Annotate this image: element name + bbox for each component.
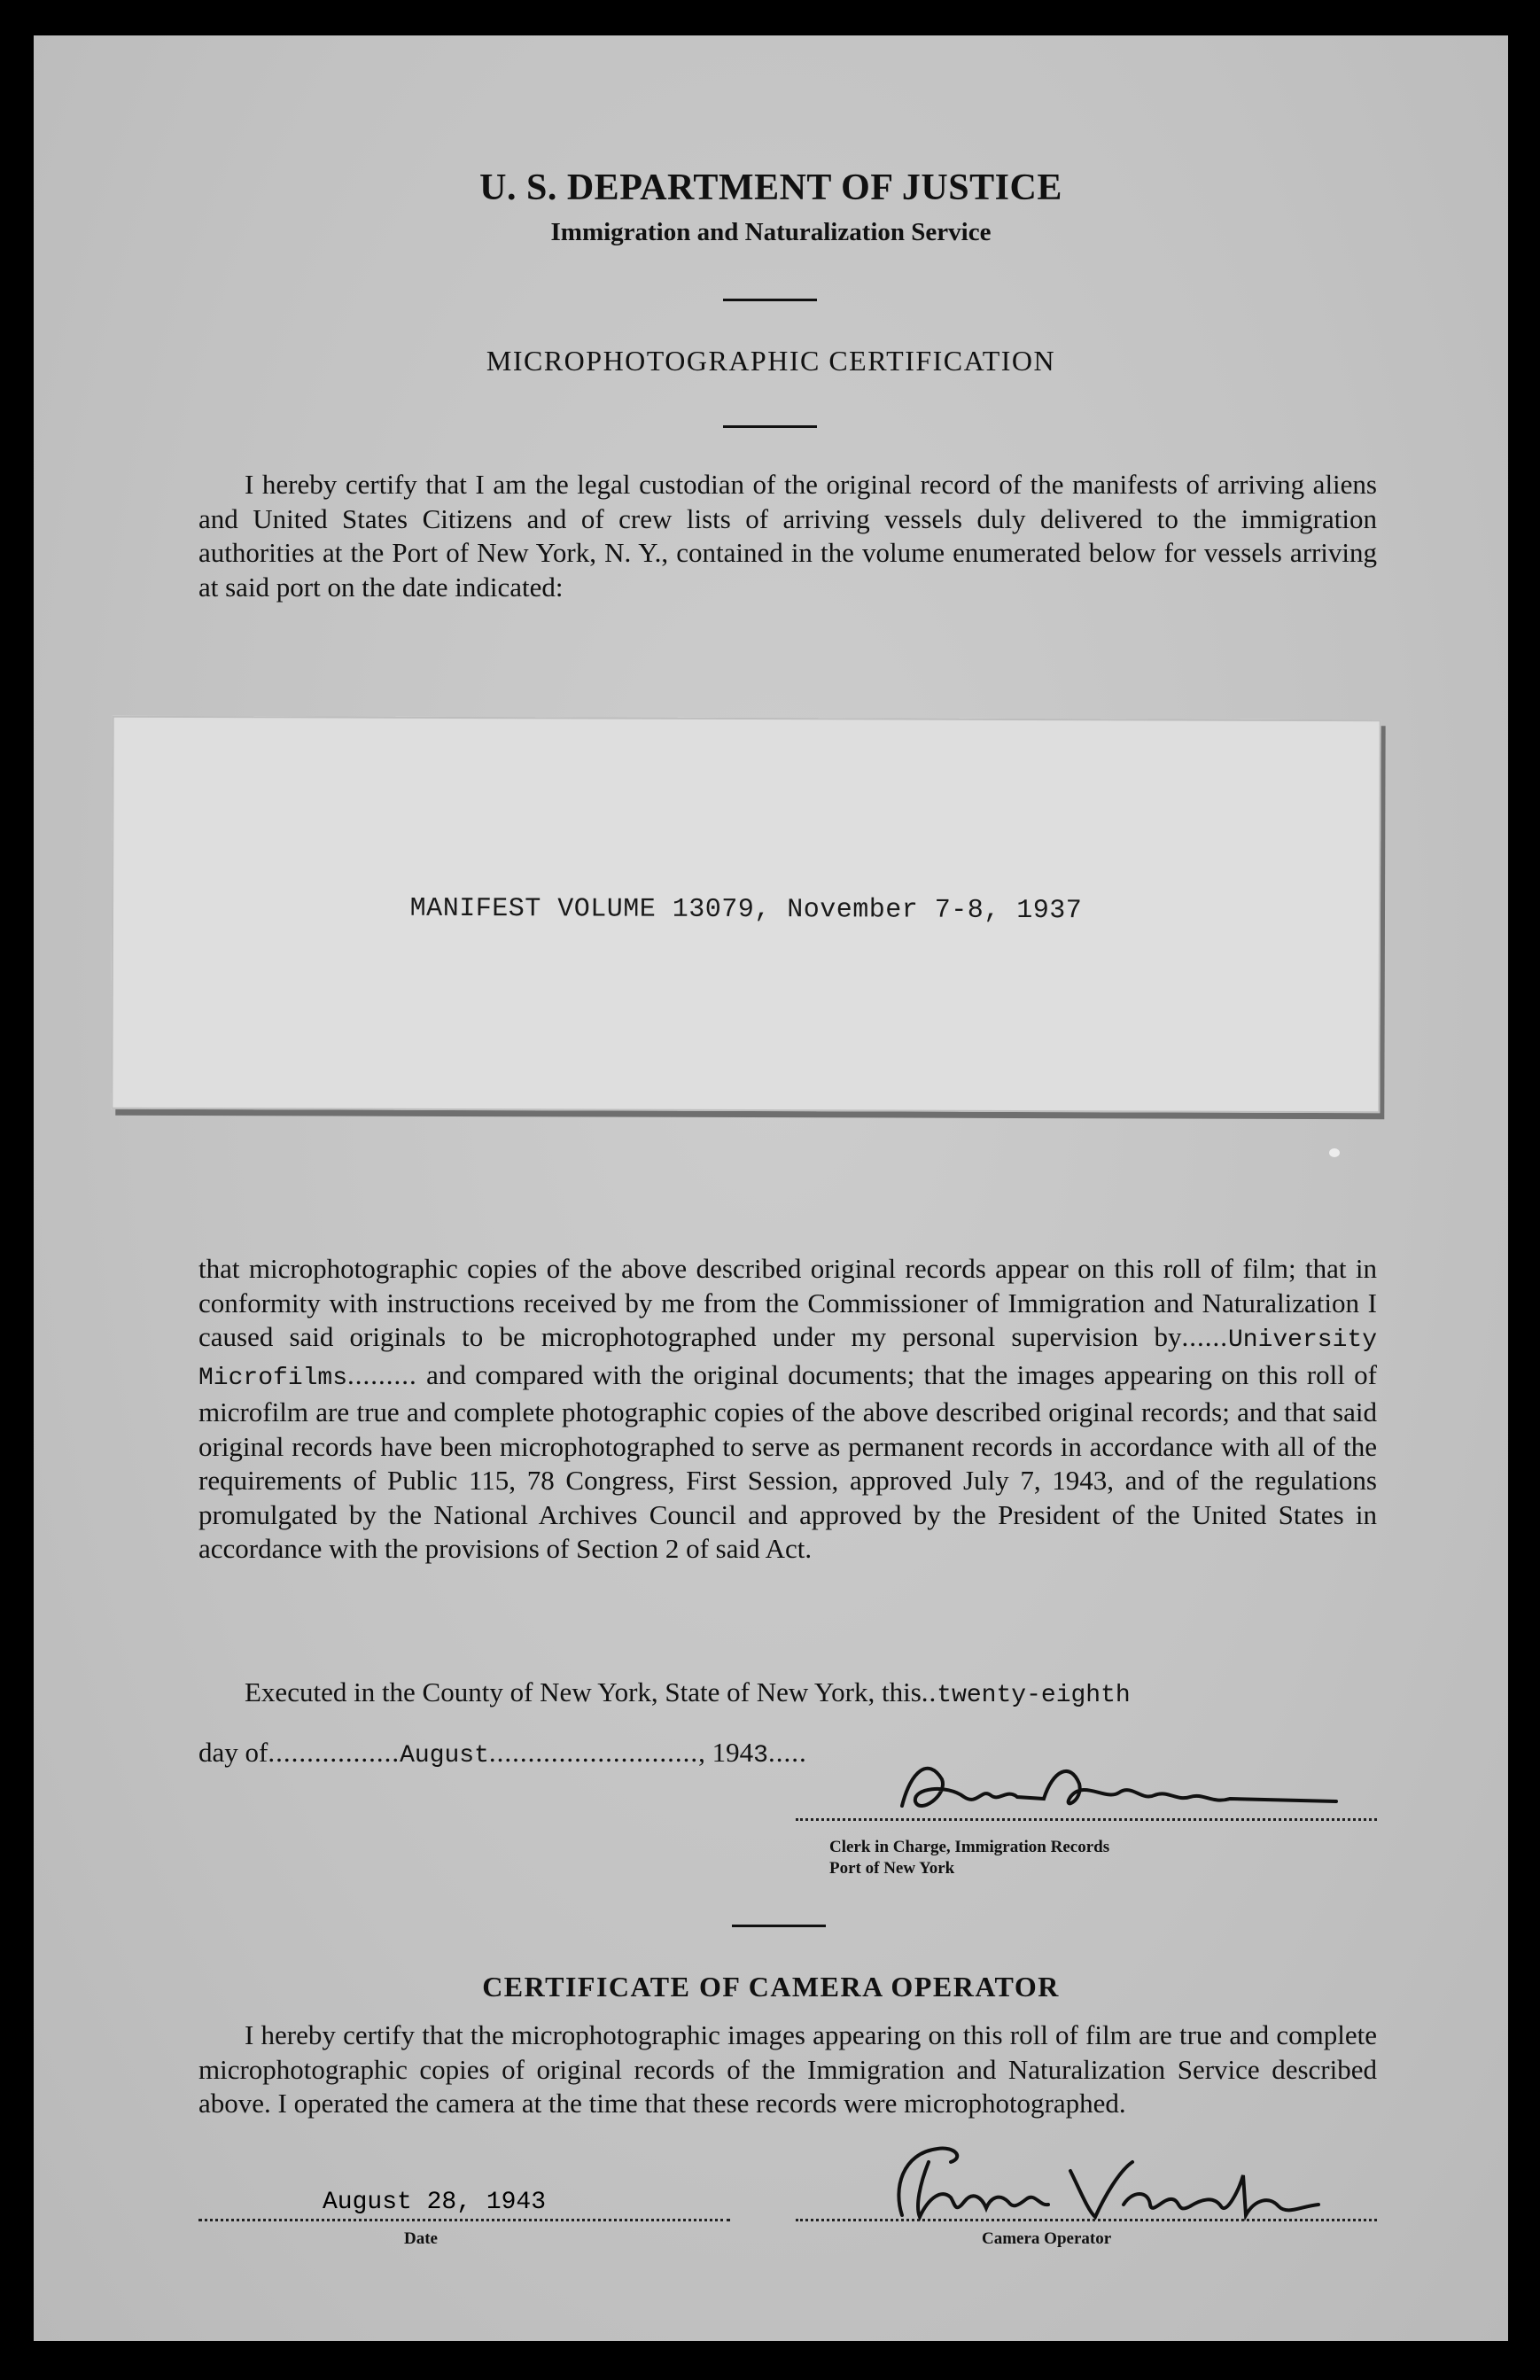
paper-speck (1329, 1148, 1340, 1157)
date-value: August 28, 1943 (323, 2189, 547, 2216)
day-of-label: day of (198, 1737, 268, 1768)
camera-operator-title: CERTIFICATE OF CAMERA OPERATOR (482, 1971, 1060, 2003)
date-label: Date (404, 2229, 438, 2248)
statement-part-2: and compared with the original documents; that the images appearing on this roll of microfilm are true and complete photographic copies of the above described original records; and that said original records have been microphotographed to serve as permanent records in accordance with all of the requirements of Public 115, 78 Congress, First Session, approved July 7, 1943, and of the regulations promulgated by the National Archives Council and approved by the President of the United States in accordance with the provisions of Section 2 of said Act. (198, 1358, 1378, 1564)
operator-label: Camera Operator (982, 2229, 1112, 2248)
clerk-signature (893, 1753, 1354, 1824)
clerk-office: Port of New York (829, 1859, 955, 1878)
divider (723, 299, 817, 301)
year-prefix: , 194 (698, 1737, 754, 1768)
month-year-line: day of.................August..........................., 1943..... (198, 1737, 807, 1769)
service-subheading: Immigration and Naturalization Service (550, 218, 992, 246)
clerk-title: Clerk in Charge, Immigration Records (829, 1838, 1110, 1856)
divider (723, 425, 817, 428)
certification-title: MICROPHOTOGRAPHIC CERTIFICATION (486, 345, 1056, 377)
manifest-volume-text: MANIFEST VOLUME 13079, November 7-8, 1937 (409, 893, 1083, 927)
year-digit: 3 (753, 1742, 768, 1769)
manifest-slip (111, 716, 1381, 1113)
execution-text: Executed in the County of New York, State of New York, this (245, 1676, 922, 1707)
execution-day: twenty-eighth (937, 1682, 1131, 1709)
execution-month: August (400, 1742, 489, 1769)
statement-part-1: that microphotographic copies of the above described original records appear on this roll of film; that in conformity with instructions received by me from the Commissioner of Immigration and Naturalization I caused said originals to be microphotographed under my personal supervision by (198, 1253, 1377, 1352)
custodian-statement: I hereby certify that I am the legal custodian of the original record of the manifests of arriving aliens and United States Citizens and of crew lists of arriving vessels duly delivered to the immigration authorities at the Port of New York, N. Y., contained in the volume enumerated below for vessels arriving at said port on the date indicated: (198, 469, 1377, 603)
department-heading: U. S. DEPARTMENT OF JUSTICE (479, 167, 1062, 208)
divider (732, 1925, 826, 1927)
operator-signature (867, 2135, 1345, 2233)
certificate-page (34, 35, 1508, 2341)
camera-operator-statement: I hereby certify that the microphotographic images appearing on this roll of film are true and complete microphotographic copies of original records of the Immigration and Naturalization Service described above. I operated the camera at the time that these records were microphotographed. (198, 2019, 1377, 2119)
execution-line: Executed in the County of New York, State of New York, this..twenty-eighth (245, 1676, 1131, 1709)
certification-statement: that microphotographic copies of the above described original records appear on this roll of film; that in conformity with instructions received by me from the Commissioner of Immigration and Naturalization I caused said originals to be microphotographed under my personal supervision by......University Microfilms......... and compared with the original documents; that the images appearing on this roll of microfilm are true and complete photographic copies of the above described original records; and that said original records have been microphotographed to serve as permanent records in accordance with all of the requirements of Public 115, 78 Congress, First Session, approved July 7, 1943, and of the regulations promulgated by the National Archives Council and approved by the President of the United States in accordance with the provisions of Section 2 of said Act. (198, 1253, 1378, 1564)
photographer-name: University Microfilms (198, 1326, 1377, 1392)
